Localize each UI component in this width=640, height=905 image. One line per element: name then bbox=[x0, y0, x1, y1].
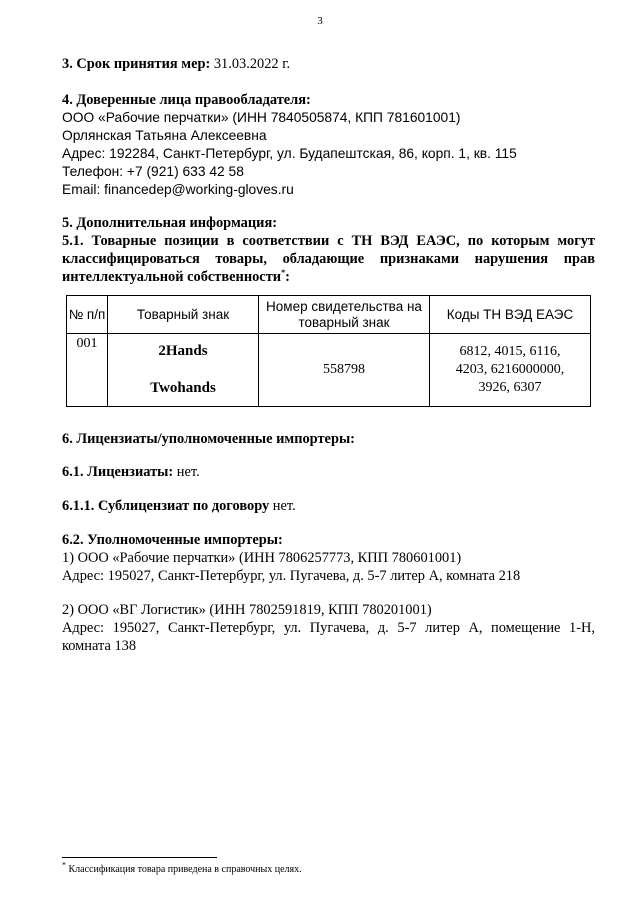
col-header-number: № п/п bbox=[67, 296, 108, 334]
trademark-name: 2Hands bbox=[158, 343, 208, 359]
trustee-address: Адрес: 192284, Санкт-Петербург, ул. Будапештская, 86, корп. 1, кв. 115 bbox=[62, 146, 517, 161]
section-4-heading: 4. Доверенные лица правообладателя: bbox=[62, 92, 311, 108]
trustee-email: Email: financedep@working-gloves.ru bbox=[62, 182, 294, 197]
importer-1-address: Адрес: 195027, Санкт-Петербург, ул. Пугачева, д. 5-7 литер А, комната 218 bbox=[62, 568, 521, 584]
section-3-value: 31.03.2022 г. bbox=[210, 56, 291, 72]
section-3-label: 3. Срок принятия мер: bbox=[62, 56, 211, 72]
col-header-trademark: Товарный знак bbox=[108, 296, 259, 334]
codes-cell bbox=[430, 334, 591, 407]
trademark-name: Twohands bbox=[150, 380, 216, 396]
section-3 bbox=[62, 55, 290, 73]
section-5-1-line-3 bbox=[62, 268, 595, 286]
section-6-heading: 6. Лицензиаты/уполномоченные импортеры: bbox=[62, 431, 355, 447]
section-6-2-heading: 6.2. Уполномоченные импортеры: bbox=[62, 532, 283, 548]
section-5-1-line-2: классифицироваться товары, обладающие признаками нарушения прав bbox=[62, 251, 595, 267]
section-6-1-value: нет. bbox=[173, 464, 200, 480]
importer-2-address-cont: комната 138 bbox=[62, 638, 137, 654]
section-6-1-1 bbox=[62, 497, 296, 515]
section-6-1-1-value: нет. bbox=[269, 498, 296, 514]
trustee-company: ООО «Рабочие перчатки» (ИНН 7840505874, КПП 781601001) bbox=[62, 110, 461, 125]
table-row bbox=[67, 334, 591, 407]
trademark-cell bbox=[108, 334, 259, 407]
footnote-text: Классификация товара приведена в справочных целях. bbox=[66, 864, 302, 875]
footnote-mark: * bbox=[62, 860, 66, 870]
importer-2-address: Адрес: 195027, Санкт-Петербург, ул. Пугачева, д. 5-7 литер А, помещение 1-Н, bbox=[62, 620, 595, 636]
table-header-row bbox=[67, 296, 591, 334]
section-5-heading: 5. Дополнительная информация: bbox=[62, 215, 278, 231]
footnote-ref: * bbox=[281, 268, 286, 278]
trademark-table bbox=[66, 295, 591, 407]
section-5-1-line-3-text: интеллектуальной собственности bbox=[62, 269, 282, 285]
codes-line: 6812, 4015, 6116, bbox=[459, 344, 561, 359]
trustee-phone: Телефон: +7 (921) 633 42 58 bbox=[62, 164, 244, 179]
codes-line: 3926, 6307 bbox=[478, 380, 542, 395]
section-5-1-colon: : bbox=[285, 269, 290, 285]
section-6-1 bbox=[62, 463, 200, 481]
section-6-1-label: 6.1. Лицензиаты: bbox=[62, 464, 174, 480]
codes-line: 4203, 6216000000, bbox=[455, 362, 565, 377]
col-header-codes: Коды ТН ВЭД ЕАЭС bbox=[430, 296, 591, 334]
certificate-number: 558798 bbox=[259, 334, 430, 407]
importer-2-name: 2) ООО «ВГ Логистик» (ИНН 7802591819, КПП 780201001) bbox=[62, 602, 432, 618]
trustee-person: Орлянская Татьяна Алексеевна bbox=[62, 128, 267, 143]
page-number: 3 bbox=[317, 15, 323, 27]
section-5-1-line-1: 5.1. Товарные позиции в соответствии с ТН ВЭД ЕАЭС, по которым могут bbox=[62, 233, 595, 249]
row-number: 001 bbox=[67, 334, 108, 407]
importer-1-name: 1) ООО «Рабочие перчатки» (ИНН 7806257773, КПП 780601001) bbox=[62, 550, 462, 566]
col-header-certificate: Номер свидетельства на товарный знак bbox=[259, 296, 430, 334]
footnote bbox=[62, 860, 302, 875]
footnote-separator bbox=[62, 857, 217, 858]
section-6-1-1-label: 6.1.1. Сублицензиат по договору bbox=[62, 498, 270, 514]
